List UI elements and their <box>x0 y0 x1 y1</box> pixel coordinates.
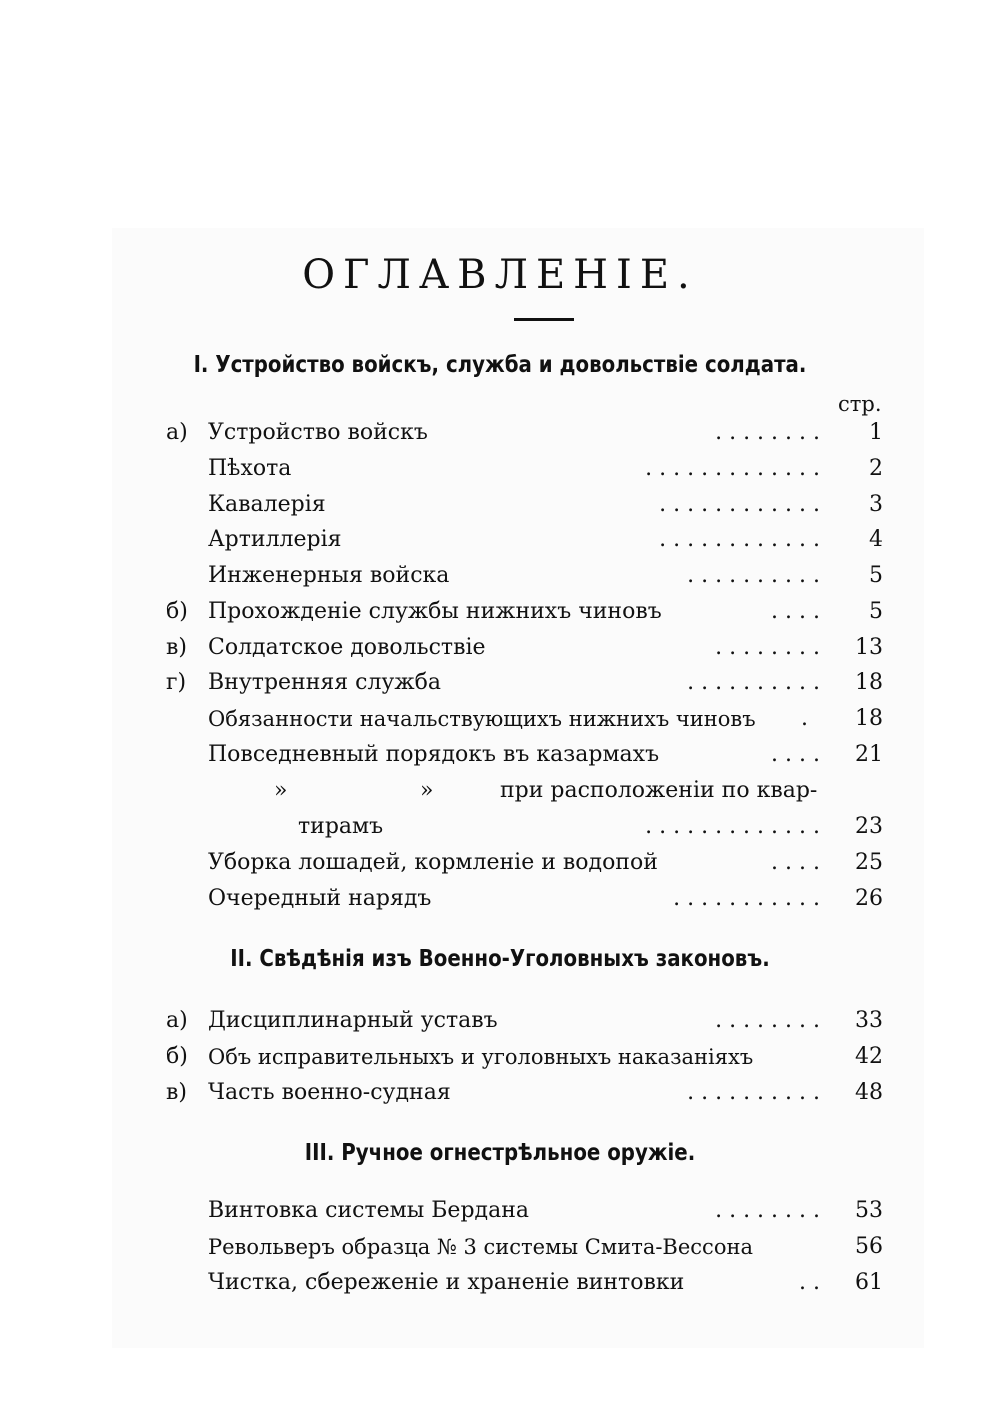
entry-title: Часть военно-судная <box>208 1080 451 1105</box>
ditto-mark: » <box>274 778 288 803</box>
toc-entry <box>0 416 1000 450</box>
entry-leader-dots: . . . . . . . . . . . <box>673 886 820 911</box>
entry-leader-dots: . . . . . . . . <box>715 1008 820 1033</box>
toc-entry <box>0 666 1000 700</box>
toc-entry-continuation <box>0 774 1000 808</box>
entry-leader-dots: . . . . . . . . . . <box>687 1080 820 1105</box>
entry-page-number: 13 <box>855 635 883 660</box>
ditto-mark: » <box>420 778 434 803</box>
toc-entry <box>0 1004 1000 1038</box>
entry-title: Чистка, сбереженіе и храненіе винтовки <box>208 1270 685 1295</box>
entry-title: Инженерныя войска <box>208 563 450 588</box>
toc-entry <box>0 631 1000 665</box>
page-column-label: стр. <box>838 392 882 416</box>
entry-title: Прохожденіе службы нижнихъ чиновъ <box>208 599 662 624</box>
entry-page-number: 4 <box>869 527 883 552</box>
entry-letter: в) <box>166 635 187 660</box>
toc-entry <box>0 488 1000 522</box>
entry-title: Внутренняя служба <box>208 670 441 695</box>
toc-entry <box>0 559 1000 593</box>
entry-leader-dots: . . . . . . . . <box>715 420 820 445</box>
entry-page-number: 48 <box>855 1080 883 1105</box>
entry-title: Револьверъ образца № 3 системы Смита-Вессона <box>208 1235 753 1259</box>
entry-page-number: 18 <box>855 706 883 731</box>
entry-letter: а) <box>166 420 188 445</box>
entry-title: Винтовка системы Бердана <box>208 1198 529 1223</box>
entry-title: Артиллерія <box>208 527 342 552</box>
entry-leader-dots: . . . . . . . . <box>715 1198 820 1223</box>
entry-title: Обязанности начальствующихъ нижнихъ чиновъ <box>208 707 756 731</box>
entry-title: Дисциплинарный уставъ <box>208 1008 498 1033</box>
entry-title: Устройство войскъ <box>208 420 428 445</box>
toc-entry <box>0 523 1000 557</box>
toc-entry <box>0 595 1000 629</box>
entry-leader-dots: . . . . . . . . . . . . . <box>645 814 820 839</box>
entry-letter: г) <box>166 670 187 695</box>
entry-leader-dots: . . . . . . . . . . <box>687 670 820 695</box>
entry-page-number: 18 <box>855 670 883 695</box>
entry-title: Уборка лошадей, кормленіе и водопой <box>208 850 658 875</box>
toc-entry <box>0 846 1000 880</box>
entry-page-number: 23 <box>855 814 883 839</box>
entry-page-number: 3 <box>869 492 883 517</box>
toc-entry <box>0 1230 1000 1264</box>
entry-title: тирамъ <box>298 814 384 839</box>
entry-letter: в) <box>166 1080 187 1105</box>
section-3-heading: III. Ручное огнестрѣльное оружіе. <box>304 1140 696 1166</box>
entry-leader-dots: . . <box>799 1270 820 1295</box>
entry-page-number: 25 <box>855 850 883 875</box>
entry-page-number: 56 <box>855 1234 883 1259</box>
section-2-heading: II. Свѣдѣнія изъ Военно-Уголовныхъ законовъ. <box>230 946 770 972</box>
section-1-heading: I. Устройство войскъ, служба и довольствіе солдата. <box>193 352 807 378</box>
entry-page-number: 53 <box>855 1198 883 1223</box>
toc-entry <box>0 810 1000 844</box>
entry-page-number: 26 <box>855 886 883 911</box>
entry-page-number: 33 <box>855 1008 883 1033</box>
entry-leader-dots: . . . . <box>771 742 820 767</box>
toc-entry <box>0 452 1000 486</box>
page-title: ОГЛАВЛЕНІЕ. <box>302 252 698 298</box>
entry-title: Очередный нарядъ <box>208 886 432 911</box>
entry-leader-dots: . . . . . . . . . . <box>687 563 820 588</box>
entry-leader-dots: . . . . . . . . . . . . . <box>645 456 820 481</box>
entry-title: Пѣхота <box>208 456 292 481</box>
entry-leader-dots: . . . . <box>771 850 820 875</box>
entry-title: Объ исправительныхъ и уголовныхъ наказаніяхъ <box>208 1045 754 1069</box>
toc-entry <box>0 1266 1000 1300</box>
entry-page-number: 61 <box>855 1270 883 1295</box>
entry-title: при расположеніи по квар- <box>500 778 818 803</box>
entry-title: Солдатское довольствіе <box>208 635 486 660</box>
entry-letter: б) <box>166 599 188 624</box>
toc-entry <box>0 1076 1000 1110</box>
entry-letter: б) <box>166 1044 188 1069</box>
entry-page-number: 1 <box>869 420 883 445</box>
toc-entry <box>0 738 1000 772</box>
toc-entry <box>0 1194 1000 1228</box>
entry-title: Кавалерія <box>208 492 326 517</box>
entry-leader-dots: . . . . . . . . . . . . <box>659 527 820 552</box>
entry-page-number: 5 <box>869 599 883 624</box>
entry-page-number: 42 <box>855 1044 883 1069</box>
entry-page-number: 5 <box>869 563 883 588</box>
entry-leader-dots: . . . . . . . . . . . . <box>659 492 820 517</box>
entry-letter: а) <box>166 1008 188 1033</box>
entry-title: Повседневный порядокъ въ казармахъ <box>208 742 660 767</box>
toc-entry <box>0 882 1000 916</box>
entry-page-number: 2 <box>869 456 883 481</box>
toc-entry <box>0 702 1000 736</box>
entry-leader-dots: . . . . . . . . <box>715 635 820 660</box>
entry-page-number: 21 <box>855 742 883 767</box>
entry-leader-dots: . . . . <box>771 599 820 624</box>
entry-leader-dots: . <box>801 706 808 731</box>
title-rule <box>514 318 574 321</box>
toc-entry <box>0 1040 1000 1074</box>
